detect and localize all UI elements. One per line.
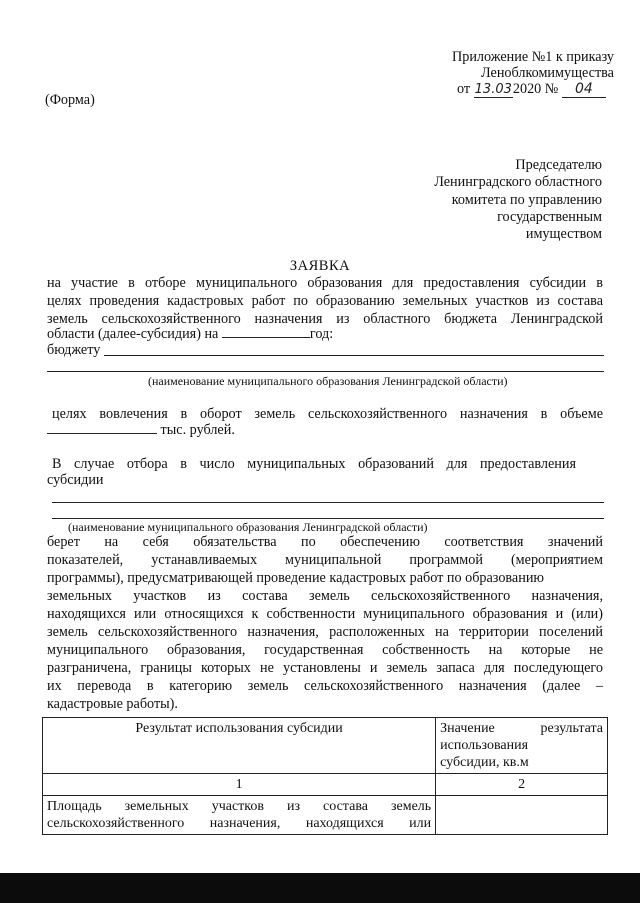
row1-value bbox=[436, 796, 608, 835]
budget-blank-line bbox=[104, 355, 604, 356]
col1-number: 1 bbox=[43, 774, 436, 796]
col2-header-line-3: субсидии, кв.м bbox=[440, 755, 529, 770]
table-row bbox=[43, 796, 608, 835]
obligation-line-1: берет на себя обязательства по обеспечению соответствия значений bbox=[47, 534, 603, 550]
municipality-blank-line-3 bbox=[52, 518, 604, 519]
obligation-line-4: земельных участков из состава земель сельскохозяйственного назначения, bbox=[47, 588, 603, 604]
caption-municipality-1: (наименование муниципального образования Ленинградской области) bbox=[148, 374, 508, 388]
col1-header: Результат использования субсидии bbox=[43, 718, 436, 774]
col2-header bbox=[436, 718, 608, 774]
addressee-block bbox=[434, 157, 602, 243]
appendix-line-2: Леноблкомимущества bbox=[481, 65, 614, 81]
document-title: ЗАЯВКА bbox=[289, 258, 351, 274]
addressee-line-5: имуществом bbox=[525, 226, 602, 243]
municipality-blank-line-2 bbox=[52, 502, 604, 503]
obligation-line-2: показателей, устанавливаемых муниципальной программой (мероприятием bbox=[47, 552, 603, 568]
order-date-line bbox=[457, 81, 606, 98]
obligation-line-8: разграничена, границы которых не установлены и земель запаса для последующего bbox=[47, 660, 603, 676]
obligation-line-3: программы), предусматривающей проведение кадастровых работ по образованию bbox=[47, 570, 545, 586]
date-prefix: от bbox=[457, 81, 471, 97]
appendix-line-1: Приложение №1 к приказу bbox=[452, 49, 614, 65]
obligation-line-10: кадастровые работы). bbox=[47, 696, 178, 712]
addressee-line-4: государственным bbox=[497, 208, 602, 225]
order-number-value: 04 bbox=[562, 81, 606, 98]
addressee-line-3: комитета по управлению bbox=[451, 191, 602, 208]
intro-line-3: земель сельскохозяйственного назначения из областного бюджета Ленинградской bbox=[47, 311, 603, 327]
obligation-line-7: муниципального образования, государственная собственность на которые не bbox=[47, 642, 603, 658]
case-line-1: В случае отбора в число муниципальных образований для предоставления bbox=[52, 456, 576, 472]
scan-bottom-edge bbox=[0, 873, 640, 903]
order-year: 2020 bbox=[512, 81, 542, 97]
intro-line-5: бюджету bbox=[47, 342, 101, 358]
number-sign: № bbox=[544, 81, 559, 97]
intro-line-2: целях проведения кадастровых работ по образованию земельных участков из состава bbox=[47, 293, 603, 309]
table-number-row bbox=[43, 774, 608, 796]
addressee-line-2: Ленинградского областного bbox=[434, 174, 602, 191]
purpose-line-1: целях вовлечения в оборот земель сельскохозяйственного назначения в объеме bbox=[52, 406, 603, 422]
amount-blank bbox=[47, 421, 157, 434]
row1-line-2: сельскохозяйственного назначения, находящихся или bbox=[47, 816, 432, 831]
case-line-2: субсидии bbox=[47, 472, 104, 488]
obligation-line-6: земель сельскохозяйственного назначения, расположенных на территории поселений bbox=[47, 624, 603, 640]
intro-line-1: на участие в отборе муниципального образования для предоставления субсидии в bbox=[47, 275, 603, 291]
intro-line-4-end: год: bbox=[309, 326, 334, 342]
addressee-line-1: Председателю bbox=[515, 157, 602, 173]
table-header-row bbox=[43, 718, 608, 774]
intro-line-4-start: области (далее-субсидия) на bbox=[47, 326, 219, 342]
row1-line-1: Площадь земельных участков из состава земель bbox=[47, 799, 432, 814]
obligation-line-9: их перевода в категорию земель сельскохозяйственного назначения (далее – bbox=[47, 678, 603, 694]
subsidy-result-table bbox=[42, 717, 608, 835]
form-label: (Форма) bbox=[45, 92, 95, 108]
order-date-value: 13.03 bbox=[474, 82, 512, 97]
col2-number: 2 bbox=[436, 774, 608, 796]
municipality-blank-line bbox=[47, 371, 604, 372]
row1-description bbox=[43, 796, 436, 835]
purpose-line-2 bbox=[47, 421, 235, 439]
year-blank bbox=[222, 325, 310, 338]
amount-unit: тыс. рублей. bbox=[160, 422, 235, 438]
caption-municipality-2: (наименование муниципального образования Ленинградской области) bbox=[68, 520, 428, 534]
obligation-line-5: находящихся или относящихся к собственности муниципального образования и (или) bbox=[47, 606, 603, 622]
col2-header-line-1: Значение результата bbox=[440, 721, 603, 736]
col2-header-line-2: использования bbox=[440, 738, 529, 753]
